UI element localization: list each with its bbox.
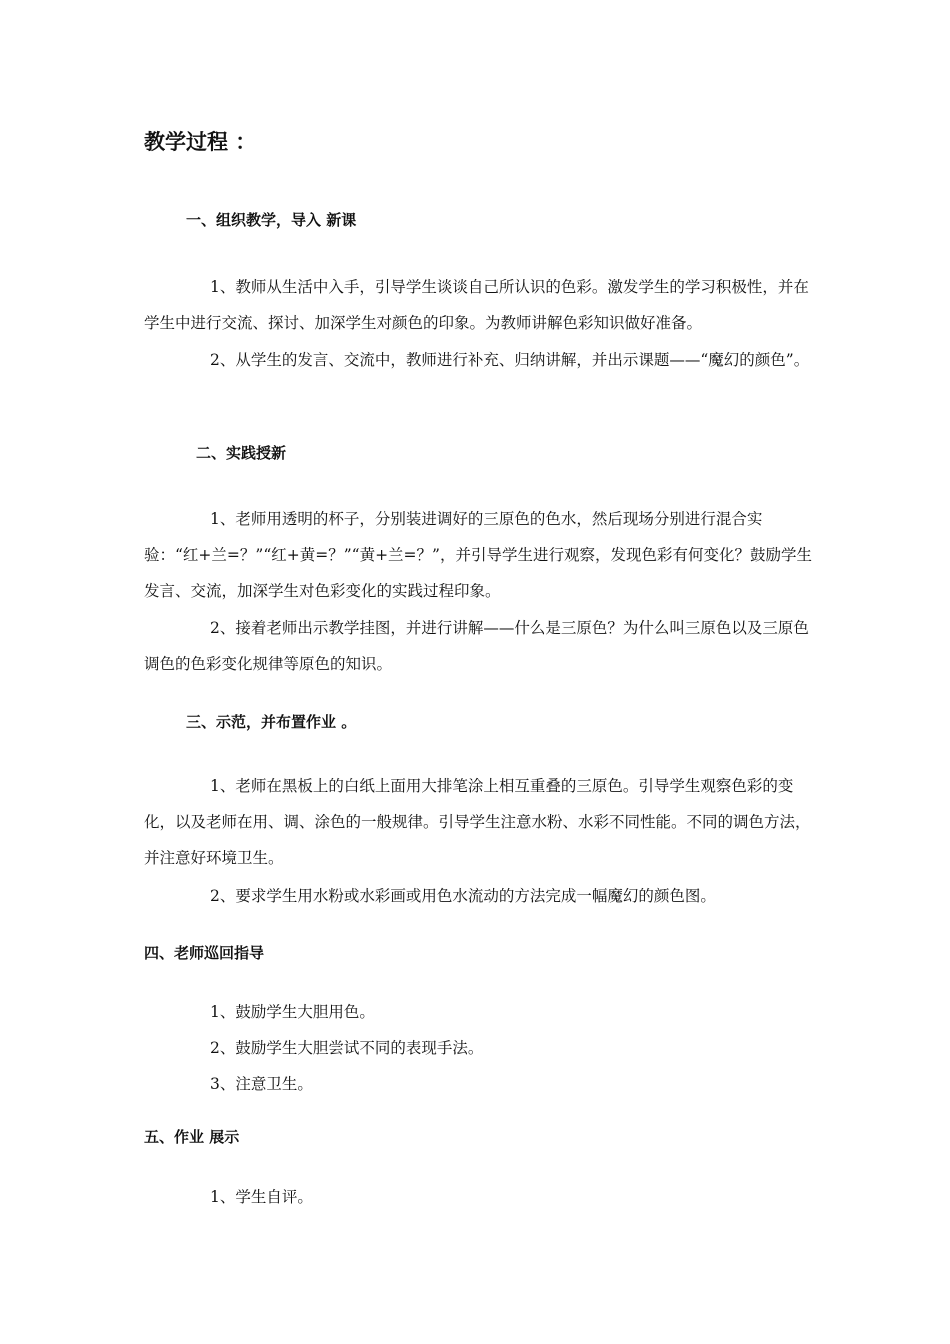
paragraph-3-1: 1、老师在黑板上的白纸上面用大排笔涂上相互重叠的三原色。引导学生观察色彩的变化，以及老师在用、调、涂色的一般规律。引导学生注意水粉、水彩不同性能。不同的调色方法，并注意好环境卫生。 bbox=[144, 777, 811, 867]
section-heading-3: 三、示范，并布置作业 。 bbox=[186, 713, 357, 731]
paragraph-1-2: 2、从学生的发言、交流中，教师进行补充、归纳讲解，并出示课题——“魔幻的颜色”。 bbox=[210, 351, 810, 369]
paragraph-2-2: 2、接着老师出示教学挂图，并进行讲解——什么是三原色？为什么叫三原色以及三原色调色的色彩变化规律等原色的知识。 bbox=[144, 619, 809, 673]
page-title: 教学过程 ： bbox=[144, 130, 257, 154]
list-item: 1、学生自评。 bbox=[210, 1188, 313, 1206]
list-item: 1、鼓励学生大胆用色。 bbox=[210, 1003, 375, 1021]
section-heading-1: 一、组织教学，导入 新课 bbox=[186, 211, 357, 229]
paragraph-1-1: 1、教师从生活中入手，引导学生谈谈自己所认识的色彩。激发学生的学习积极性，并在学生中进行交流、探讨、加深学生对颜色的印象。为教师讲解色彩知识做好准备。 bbox=[144, 278, 809, 332]
paragraph-3-2: 2、要求学生用水粉或水彩画或用色水流动的方法完成一幅魔幻的颜色图。 bbox=[210, 887, 716, 905]
section-heading-4: 四、老师巡回指导 bbox=[144, 944, 265, 962]
section-heading-2: 二、实践授新 bbox=[196, 444, 287, 462]
paragraph-2-1: 1、老师用透明的杯子，分别装进调好的三原色的色水，然后现场分别进行混合实验：“红+兰=？”“红+黄=？”“黄+兰=？”，并引导学生进行观察，发现色彩有何变化？鼓励学生发言、交流，加深学生对色彩变化的实践过程印象。 bbox=[144, 510, 812, 600]
list-item: 3、注意卫生。 bbox=[210, 1075, 313, 1093]
list-item: 2、鼓励学生大胆尝试不同的表现手法。 bbox=[210, 1039, 484, 1057]
section-heading-5: 五、作业 展示 bbox=[144, 1128, 240, 1146]
